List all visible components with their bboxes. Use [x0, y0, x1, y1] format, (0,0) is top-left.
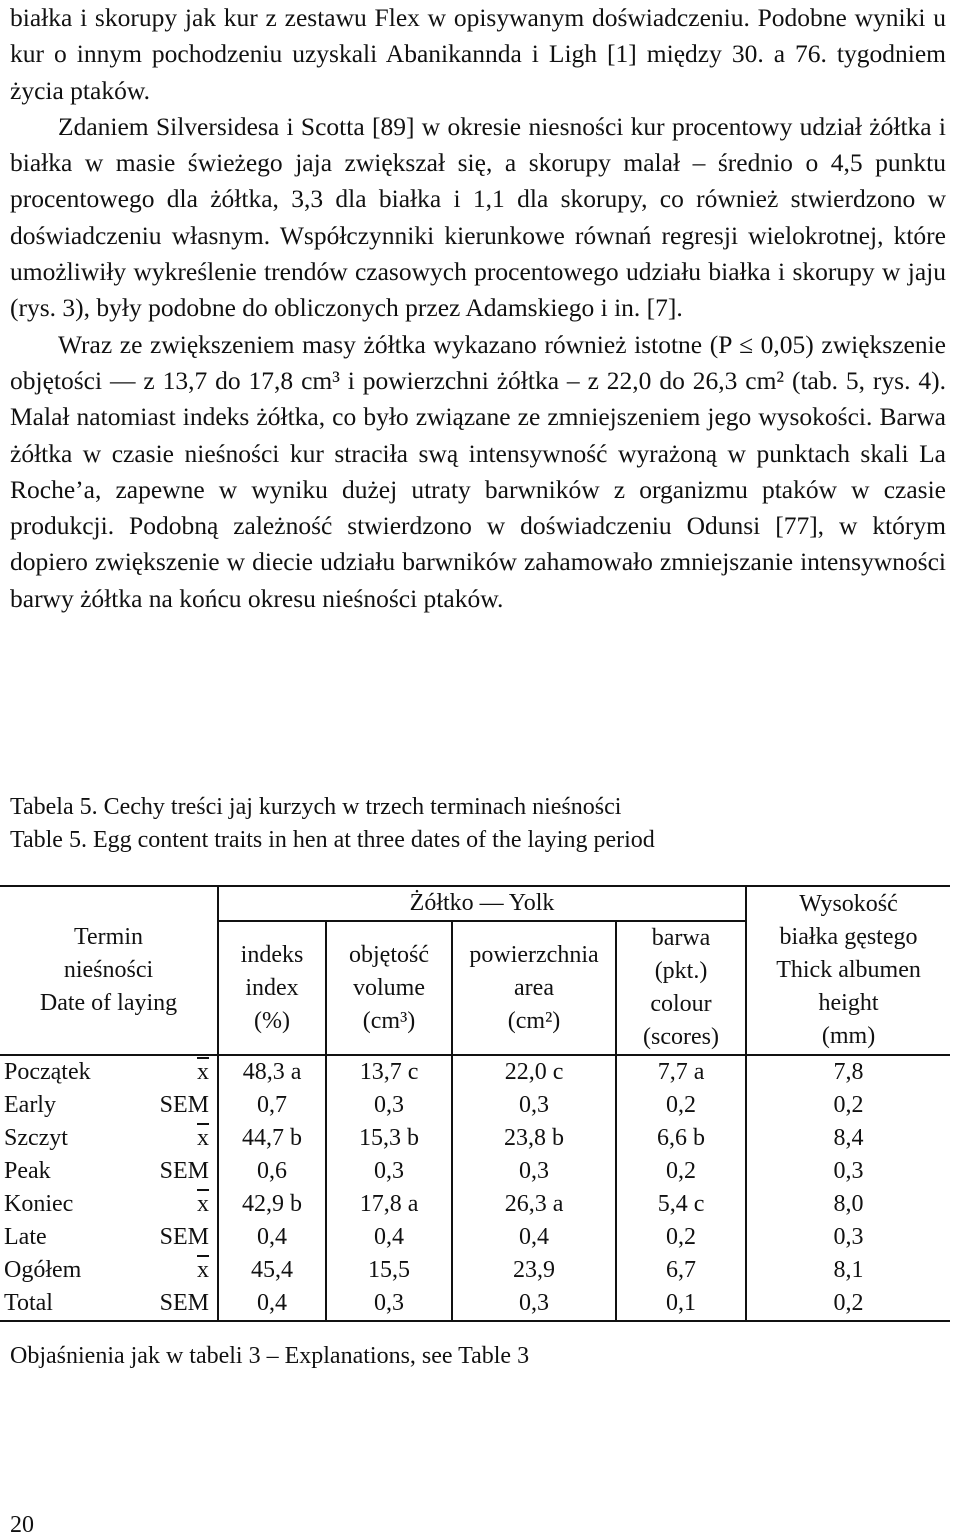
row-stat: SEM [159, 1092, 210, 1118]
cell-volume: 0,3 [326, 1155, 452, 1188]
cell-index: 0,4 [218, 1287, 326, 1321]
row-stat: $\overline{x}$ [197, 1257, 210, 1283]
row-stat: $\overline{x}$ [197, 1059, 210, 1085]
table-note: Objaśnienia jak w tabeli 3 – Explanations, see Table 3 [10, 1343, 530, 1369]
header-height: Wysokość białka gęstego Thick albumen height (mm) [746, 886, 950, 1055]
cell-colour: 0,1 [616, 1287, 746, 1321]
cell-volume: 17,8 a [326, 1188, 452, 1221]
table-row [0, 1287, 950, 1321]
cell-area: 0,3 [452, 1287, 616, 1321]
header-index: indeks index (%) [218, 921, 326, 1055]
cell-colour: 0,2 [616, 1221, 746, 1254]
row-label: Ogółem [4, 1257, 82, 1283]
cell-index: 0,7 [218, 1089, 326, 1122]
paragraph-2: Zdaniem Silversidesa i Scotta [89] w okresie niesności kur procentowy udział żółtka i białka w masie świeżego jaja zwiększał się, a skorupy malał – średnio o 4,5 punktu procentowego dla żółtka, 3,3 dla białka i 1,1 dla skorupy, co również stwierdzono w doświadczeniu własnym. Współczynniki kierunkowe równań regresji wielokrotnej, które umożliwiły wykreślenie trendów czasowych procentowego udziału białka i skorupy w jaju (rys. 3), były podobne do obliczonych przez Adamskiego i in. [7]. [10, 111, 946, 323]
cell-volume: 13,7 c [326, 1055, 452, 1089]
cell-index: 48,3 a [218, 1055, 326, 1089]
row-label: Peak [4, 1158, 51, 1184]
cell-height: 8,1 [746, 1254, 950, 1287]
row-label: Koniec [4, 1191, 74, 1217]
table-row [0, 1122, 950, 1155]
egg-traits-table [0, 885, 950, 1322]
page-number: 20 [10, 1512, 34, 1538]
table-caption-pl: Tabela 5. Cechy treści jaj kurzych w trzech terminach nieśności [10, 794, 622, 820]
cell-volume: 0,4 [326, 1221, 452, 1254]
cell-index: 42,9 b [218, 1188, 326, 1221]
table-row [0, 1254, 950, 1287]
cell-volume: 15,3 b [326, 1122, 452, 1155]
header-row-1 [0, 886, 950, 921]
cell-index: 44,7 b [218, 1122, 326, 1155]
table-row [0, 1089, 950, 1122]
table-5 [0, 885, 950, 1322]
cell-height: 8,0 [746, 1188, 950, 1221]
header-date: Termin nieśności Date of laying [0, 886, 218, 1055]
cell-height: 0,3 [746, 1155, 950, 1188]
row-label: Początek [4, 1059, 91, 1085]
cell-colour: 6,7 [616, 1254, 746, 1287]
header-volume: objętość volume (cm³) [326, 921, 452, 1055]
header-yolk-group: Żółtko — Yolk [218, 886, 746, 921]
cell-volume: 15,5 [326, 1254, 452, 1287]
cell-area: 23,8 b [452, 1122, 616, 1155]
cell-height: 0,3 [746, 1221, 950, 1254]
row-stat: SEM [159, 1158, 210, 1184]
row-stat: SEM [159, 1224, 210, 1250]
row-stat: SEM [159, 1290, 210, 1316]
cell-area: 23,9 [452, 1254, 616, 1287]
row-label: Late [4, 1224, 47, 1250]
cell-volume: 0,3 [326, 1089, 452, 1122]
cell-colour: 6,6 b [616, 1122, 746, 1155]
cell-area: 0,3 [452, 1155, 616, 1188]
cell-volume: 0,3 [326, 1287, 452, 1321]
cell-height: 8,4 [746, 1122, 950, 1155]
cell-area: 22,0 c [452, 1055, 616, 1089]
table-row [0, 1055, 950, 1089]
cell-area: 26,3 a [452, 1188, 616, 1221]
row-label: Total [4, 1290, 53, 1316]
cell-height: 0,2 [746, 1089, 950, 1122]
table-row [0, 1221, 950, 1254]
cell-colour: 0,2 [616, 1089, 746, 1122]
cell-index: 0,6 [218, 1155, 326, 1188]
table-body [0, 1055, 950, 1321]
cell-colour: 0,2 [616, 1155, 746, 1188]
header-area: powierzchnia area (cm²) [452, 921, 616, 1055]
cell-height: 0,2 [746, 1287, 950, 1321]
header-colour: barwa (pkt.) colour (scores) [616, 921, 746, 1055]
table-row [0, 1188, 950, 1221]
cell-colour: 5,4 c [616, 1188, 746, 1221]
row-stat: $\overline{x}$ [197, 1125, 210, 1151]
cell-area: 0,3 [452, 1089, 616, 1122]
row-label: Early [4, 1092, 56, 1118]
cell-area: 0,4 [452, 1221, 616, 1254]
cell-index: 45,4 [218, 1254, 326, 1287]
cell-colour: 7,7 a [616, 1055, 746, 1089]
paragraph-3: Wraz ze zwiększeniem masy żółtka wykazano również istotne (P ≤ 0,05) zwiększenie objętości — z 13,7 do 17,8 cm³ i powierzchni żółtka – z 22,0 do 26,3 cm² (tab. 5, rys. 4). Malał natomiast indeks żółtka, co było związane ze zmniejszeniem jego wysokości. Barwa żółtka w czasie nieśności kur straciła swą intensywność wyrażoną w punktach skali La Roche’a, zapewne w wyniku dużej utraty barwników z organizmu ptaków w czasie produkcji. Podobną zależność stwierdzono w doświadczeniu Odunsi [77], w którym dopiero zwiększenie w diecie udziału barwników zahamowało zmniejszanie intensywności barwy żółtka na końcu okresu nieśności ptaków. [10, 329, 946, 613]
body-text [10, 0, 946, 617]
table-row [0, 1155, 950, 1188]
table-caption-en: Table 5. Egg content traits in hen at three dates of the laying period [10, 827, 655, 853]
paragraph-1: białka i skorupy jak kur z zestawu Flex w opisywanym doświadczeniu. Podobne wyniki u kur o innym pochodzeniu uzyskali Abanikannda i Ligh [1] między 30. a 76. tygodniem życia ptaków. [10, 3, 946, 105]
cell-height: 7,8 [746, 1055, 950, 1089]
cell-index: 0,4 [218, 1221, 326, 1254]
row-label: Szczyt [4, 1125, 68, 1151]
row-stat: $\overline{x}$ [197, 1191, 210, 1217]
